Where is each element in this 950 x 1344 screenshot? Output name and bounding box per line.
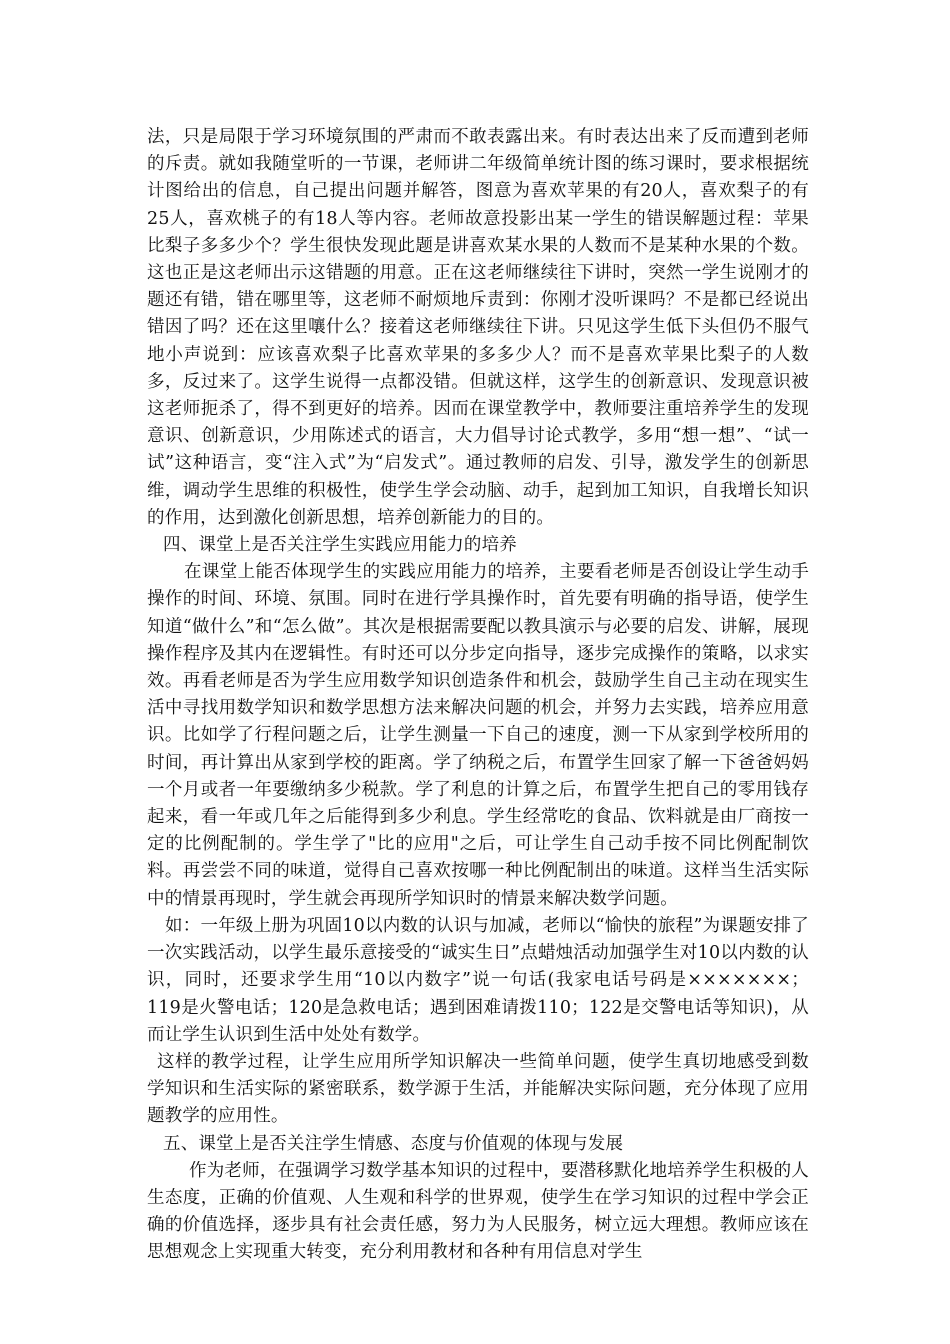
paragraph-summary: 这样的教学过程，让学生应用所学知识解决一些简单问题，使学生真切地感受到数学知识和生活实际的紧密联系，数学源于生活，并能解决实际问题，充分体现了应用题教学的应用性。 — [147, 1051, 809, 1127]
section-heading-4: 四、课堂上是否关注学生实践应用能力的培养 — [163, 535, 517, 556]
paragraph-practice-ability: 在课堂上能否体现学生的实践应用能力的培养，主要看老师是否创设让学生动手操作的时间、环境、氛围。同时在进行学具操作时，首先要有明确的指导语，使学生知道“做什么”和“怎么做”。其次是根据需要配以教具演示与必要的启发、讲解，展现操作程序及其内在逻辑性。有时还可以分步定向指导，逐步完成操作的策略，以求实效。再看老师是否为学生应用数学知识创造条件和机会，鼓励学生自己主动在现实生活中寻找用数学知识和数学思想方法来解决问题的机会，并努力去实践，培养应用意识。比如学了行程问题之后，让学生测量一下自己的速度，测一下从家到学校所用的时间，再计算出从家到学校的距离。学了纳税之后，布置学生回家了解一下爸爸妈妈一个月或者一年要缴纳多少税款。学了利息的计算之后，布置学生把自己的零用钱存起来，看一年或几年之后能得到多少利息。学生经常吃的食品、饮料就是由厂商按一定的比例配制的。学生学了"比的应用"之后，可让学生自己动手按不同比例配制饮料。再尝尝不同的味道，觉得自己喜欢按哪一种比例配制出的味道。这样当生活实际中的情景再现时，学生就会再现所学知识时的情景来解决数学问题。 — [147, 562, 809, 909]
paragraph-example: 如：一年级上册为巩固10以内数的认识与加减，老师以“愉快的旅程”为课题安排了一次实践活动，以学生最乐意接受的“诚实生日”点蜡烛活动加强学生对10以内数的认识，同时，还要求学生用“10以内数字”说一句话(我家电话号码是×××××××；119是火警电话；120是急救电话；遇到困难请拨110；122是交警电话等知识)，从而让学生认识到生活中处处有数学。 — [147, 915, 809, 1045]
document-body — [147, 124, 809, 1267]
paragraph-values: 作为老师，在强调学习数学基本知识的过程中，要潜移默化地培养学生积极的人生态度，正确的价值观、人生观和科学的世界观，使学生在学习知识的过程中学会正确的价值选择，逐步具有社会责任感，努力为人民服务，树立远大理想。教师应该在思想观念上实现重大转变，充分利用教材和各种有用信息对学生 — [147, 1160, 809, 1263]
section-heading-5: 五、课堂上是否关注学生情感、态度与价值观的体现与发展 — [163, 1133, 624, 1154]
paragraph-continued: 法，只是局限于学习环境氛围的严肃而不敢表露出来。有时表达出来了反而遭到老师的斥责。就如我随堂听的一节课，老师讲二年级简单统计图的练习课时，要求根据统计图给出的信息，自己提出问题并解答，图意为喜欢苹果的有20人，喜欢梨子的有25人，喜欢桃子的有18人等内容。老师故意投影出某一学生的错误解题过程：苹果比梨子多多少个？学生很快发现此题是讲喜欢某水果的人数而不是某种水果的个数。这也正是这老师出示这错题的用意。正在这老师继续往下讲时，突然一学生说刚才的题还有错，错在哪里等，这老师不耐烦地斥责到：你刚才没听课吗？不是都已经说出错因了吗？还在这里嚷什么？接着这老师继续往下讲。只见这学生低下头但仍不服气地小声说到：应该喜欢梨子比喜欢苹果的多多少人？而不是喜欢苹果比梨子的人数多，反过来了。这学生说得一点都没错。但就这样，这学生的创新意识、发现意识被这老师扼杀了，得不到更好的培养。因而在课堂教学中，教师要注重培养学生的发现意识、创新意识，少用陈述式的语言，大力倡导讨论式教学，多用“想一想”、“试一试”这种语言，变“注入式”为“启发式”。通过教师的启发、引导，激发学生的创新思维，调动学生思维的积极性，使学生学会动脑、动手，起到加工知识，自我增长知识的作用，达到激化创新思想，培养创新能力的目的。 — [147, 127, 809, 528]
